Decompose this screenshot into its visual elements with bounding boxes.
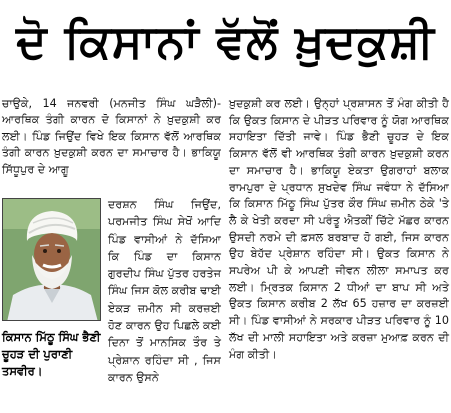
- photo-caption: ਕਿਸਾਨ ਮਿੱਠੂ ਸਿੰਘ ਭੈਣੀ ਚੂਹੜ ਦੀ ਪੁਰਾਣੀ ਤਸਵੀਰ।: [2, 330, 101, 378]
- farmer-portrait-photo: [2, 198, 101, 321]
- article-lead-paragraph: ਚਾਉਕੇ, 14 ਜਨਵਰੀ (ਮਨਜੀਤ ਸਿੰਘ ਘੜੈਲੀ)- ਆਰਥਿਕ ਤੰਗੀ ਕਾਰਨ ਦੋ ਕਿਸਾਨਾਂ ਨੇ ਖ਼ੁਦਕੁਸ਼ੀ ਕਰ ਲਈ। ਪਿੰਡ ਜਿਉਂਦ ਵਿਖੇ ਇਕ ਕਿਸਾਨ ਵੱਲੋਂ ਆਰਥਿਕ ਤੰਗੀ ਕਾਰਨ ਖ਼ੁਦਕੁਸ਼ੀ ਕਰਨ ਦਾ ਸਮਾਚਾਰ ਹੈ। ਭਾਕਿਯੂ ਸਿੱਧੂਪੁਰ ਦੇ ਆਗੂ: [2, 97, 221, 176]
- farmer-portrait-image: [3, 199, 101, 321]
- article-right-column-paragraph: ਖ਼ੁਦਕੁਸ਼ੀ ਕਰ ਲਈ। ਉਨ੍ਹਾਂ ਪ੍ਰਸ਼ਾਸਨ ਤੋਂ ਮੰਗ ਕੀਤੀ ਹੈ ਕਿ ਉਕਤ ਕਿਸਾਨ ਦੇ ਪੀੜਤ ਪਰਿਵਾਰ ਨੂੰ ਯੋਗ ਆਰਥਿਕ ਸਹਾਇਤਾ ਦਿੱਤੀ ਜਾਵੇ। ਪਿੰਡ ਭੈਣੀ ਚੂਹੜ ਦੇ ਇਕ ਕਿਸਾਨ ਵੱਲੋਂ ਵੀ ਆਰਥਿਕ ਤੰਗੀ ਕਾਰਨ ਖ਼ੁਦਕੁਸ਼ੀ ਕਰਨ ਦਾ ਸਮਾਚਾਰ ਹੈ। ਭਾਕਿਯੂ ਏਕਤਾ ਉਗਰਾਹਾਂ ਬਲਾਕ ਰਾਮਪੁਰਾ ਦੇ ਪ੍ਰਧਾਨ ਸੁਖਦੇਵ ਸਿੰਘ ਜਵੰਧਾ ਨੇ ਦੱਸਿਆ ਕਿ ਕਿਸਾਨ ਮਿੱਠੂ ਸਿੰਘ ਪੁੱਤਰ ਕੌਰ ਸਿੰਘ ਜ਼ਮੀਨ ਠੇਕੇ 'ਤੇ ਲੈ ਕੇ ਖੇਤੀ ਕਰਦਾ ਸੀ ਪਰੰਤੂ ਐਤਕੀਂ ਚਿੱਟੇ ਮੱਛਰ ਕਾਰਨ ਉਸਦੀ ਨਰਮੇ ਦੀ ਫ਼ਸਲ ਬਰਬਾਦ ਹੋ ਗਈ, ਜਿਸ ਕਾਰਨ ਉਹ ਬੇਹੱਦ ਪ੍ਰੇਸ਼ਾਨ ਰਹਿੰਦਾ ਸੀ। ਉਕਤ ਕਿਸਾਨ ਨੇ ਸਪਰੇਅ ਪੀ ਕੇ ਆਪਣੀ ਜੀਵਨ ਲੀਲਾ ਸਮਾਪਤ ਕਰ ਲਈ। ਮ੍ਰਿਤਕ ਕਿਸਾਨ 2 ਧੀਆਂ ਦਾ ਬਾਪ ਸੀ ਅਤੇ ਉਕਤ ਕਿਸਾਨ ਕਰੀਬ 2 ਲੱਖ 65 ਹਜ਼ਾਰ ਦਾ ਕਰਜ਼ਈ ਸੀ। ਪਿੰਡ ਵਾਸੀਆਂ ਨੇ ਸਰਕਾਰ ਪੀੜਤ ਪਰਿਵਾਰ ਨੂੰ 10 ਲੱਖ ਦੀ ਮਾਲੀ ਸਹਾਇਤਾ ਅਤੇ ਕਰਜ਼ਾ ਮੁਆਫ਼ ਕਰਨ ਦੀ ਮੰਗ ਕੀਤੀ।: [229, 97, 449, 361]
- headline: ਦੋ ਕਿਸਾਨਾਂ ਵੱਲੋਂ ਖ਼ੁਦਕੁਸ਼ੀ: [16, 14, 435, 68]
- article-left-column-paragraph: ਦਰਸ਼ਨ ਸਿੰਘ ਜਿਉਂਦ, ਪਰਮਜੀਤ ਸਿੰਘ ਸੇਖੋਂ ਆਦਿ ਪਿੰਡ ਵਾਸੀਆਂ ਨੇ ਦੱਸਿਆ ਕਿ ਪਿੰਡ ਦਾ ਕਿਸਾਨ ਗੁਰਦੀਪ ਸਿੰਘ ਪੁੱਤਰ ਹਰਤੇਜ ਸਿੰਘ ਜਿਸ ਕੋਲ ਕਰੀਬ ਢਾਈ ਏਕੜ ਜ਼ਮੀਨ ਸੀ ਕਰਜ਼ਈ ਹੋਣ ਕਾਰਨ ਉਹ ਪਿਛਲੇ ਕਈ ਦਿਨਾ ਤੋਂ ਮਾਨਸਿਕ ਤੌਰ ਤੇ ਪ੍ਰੇਸ਼ਾਨ ਰਹਿੰਦਾ ਸੀ , ਜਿਸ ਕਾਰਨ ਉਸਨੇ: [108, 198, 221, 384]
